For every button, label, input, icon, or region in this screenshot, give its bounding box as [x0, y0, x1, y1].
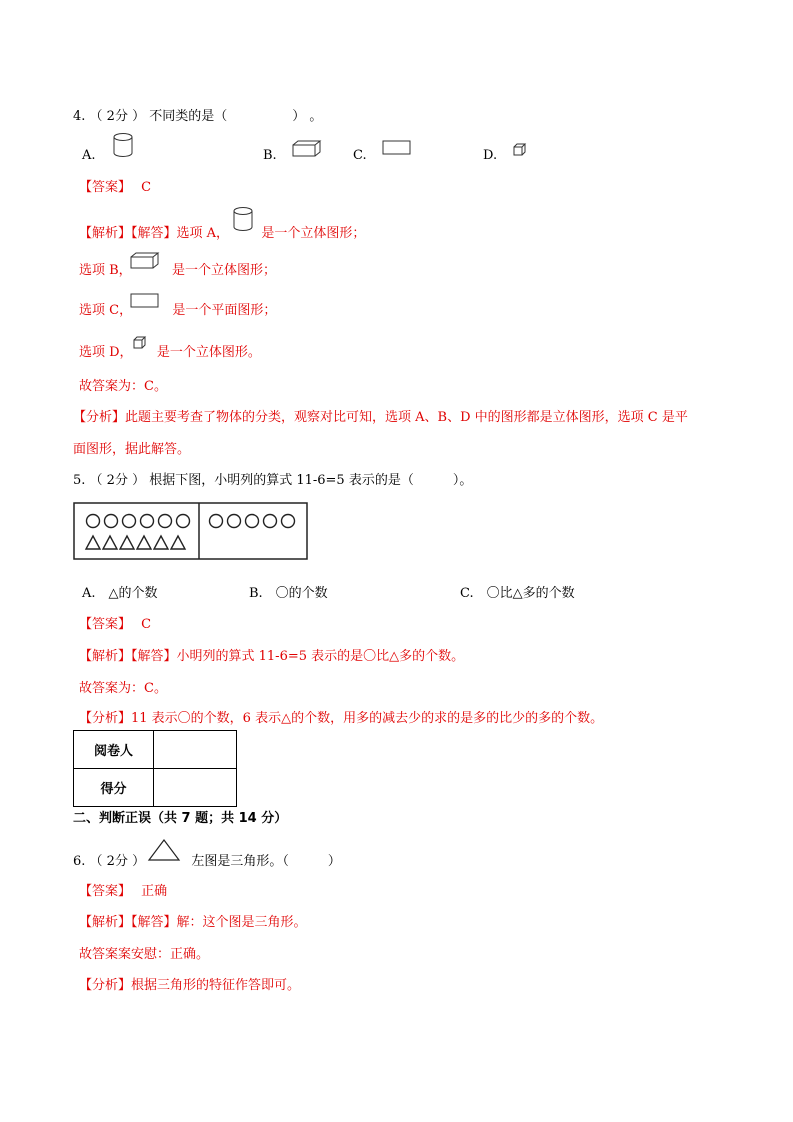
q4-fenxi-line2: 面图形，据此解答。	[73, 442, 191, 457]
cube-icon	[133, 336, 147, 350]
cylinder-icon	[232, 206, 254, 232]
q4-option-d-label: D.	[483, 148, 498, 163]
q6-stem	[73, 850, 341, 869]
q6-conclusion: 故答案案安慰：正确。	[79, 947, 210, 962]
answer-label: 【答案】	[79, 884, 132, 899]
q4-conclusion: 故答案为：C。	[79, 379, 167, 394]
cube-icon	[513, 143, 527, 157]
analysis-a-tail: 是一个立体图形；	[261, 226, 366, 241]
q5-option-c: C. 〇比△多的个数	[460, 586, 575, 601]
q6-analysis: 【解析】【解答】解：这个图是三角形。	[79, 915, 307, 930]
reviewer-cell	[154, 731, 237, 769]
circle-mark	[177, 515, 190, 528]
cylinder-icon	[112, 132, 134, 158]
line-b-tail: 是一个立体图形；	[171, 263, 276, 278]
circle-mark	[264, 515, 277, 528]
circles-triangles-figure	[73, 502, 309, 562]
q4-stem: 4. （ 2分 ） 不同类的是（ ） 。	[73, 109, 323, 124]
triangle-mark	[171, 536, 185, 549]
q4-option-a-label: A.	[82, 148, 96, 163]
line-c-tail: 是一个平面图形；	[172, 303, 277, 318]
q5-analysis: 【解析】【解答】小明列的算式 11-6=5 表示的是〇比△多的个数。	[79, 649, 465, 664]
circle-mark	[87, 515, 100, 528]
answer-value: C	[141, 180, 152, 195]
triangle-mark	[103, 536, 117, 549]
circle-mark	[159, 515, 172, 528]
q5-conclusion: 故答案为：C。	[79, 681, 167, 696]
rectangle-icon	[382, 140, 412, 156]
rectangle-icon	[130, 293, 160, 309]
line-b-prefix: 选项 B，	[79, 263, 132, 278]
q4-analysis-b	[79, 259, 276, 278]
q4-option-c-label: C.	[353, 148, 367, 163]
triangle-mark	[120, 536, 134, 549]
answer-value: C	[141, 617, 152, 632]
cuboid-icon	[292, 140, 322, 158]
q5-option-b: B. 〇的个数	[249, 586, 328, 601]
triangle-mark	[137, 536, 151, 549]
q5-answer	[79, 613, 151, 632]
triangle-icon	[147, 838, 181, 862]
circle-mark	[141, 515, 154, 528]
analysis-prefix: 【解析】【解答】选项 A，	[79, 226, 230, 241]
q6-stem-prefix: 6. （ 2分 ）	[73, 854, 146, 869]
q6-stem-tail: 左图是三角形。（ ）	[191, 854, 341, 869]
q6-answer	[79, 880, 167, 899]
answer-label: 【答案】	[79, 617, 132, 632]
line-d-prefix: 选项 D，	[79, 345, 133, 360]
answer-label: 【答案】	[79, 180, 132, 195]
score-cell	[154, 769, 237, 807]
answer-value: 正确	[141, 884, 168, 899]
q4-analysis-c	[79, 299, 276, 318]
grading-table	[73, 730, 237, 807]
triangle-mark	[86, 536, 100, 549]
q4-analysis-d	[79, 341, 261, 360]
line-d-tail: 是一个立体图形。	[156, 345, 261, 360]
circle-mark	[246, 515, 259, 528]
cuboid-icon	[130, 252, 160, 270]
reviewer-label: 阅卷人	[74, 731, 154, 769]
circle-mark	[210, 515, 223, 528]
line-c-prefix: 选项 C，	[79, 303, 133, 318]
circle-mark	[123, 515, 136, 528]
circle-mark	[282, 515, 295, 528]
circle-mark	[105, 515, 118, 528]
q4-analysis-a	[79, 222, 365, 241]
q5-option-a: A. △的个数	[82, 586, 158, 601]
q4-option-b-label: B.	[263, 148, 277, 163]
circle-mark	[228, 515, 241, 528]
score-label: 得分	[74, 769, 154, 807]
q5-stem: 5. （ 2分 ） 根据下图，小明列的算式 11-6=5 表示的是（ ）。	[73, 473, 473, 488]
q4-answer	[79, 176, 151, 195]
triangle-mark	[154, 536, 168, 549]
section-2-title: 二、判断正误（共 7 题；共 14 分）	[73, 811, 288, 826]
q6-fenxi: 【分析】根据三角形的特征作答即可。	[79, 978, 301, 993]
q5-fenxi: 【分析】11 表示〇的个数，6 表示△的个数，用多的减去少的求的是多的比少的多的个数。	[79, 711, 604, 726]
q4-fenxi-line1: 【分析】此题主要考查了物体的分类，观察对比可知，选项 A、B、D 中的图形都是立体图形，选项 C 是平	[73, 410, 688, 425]
